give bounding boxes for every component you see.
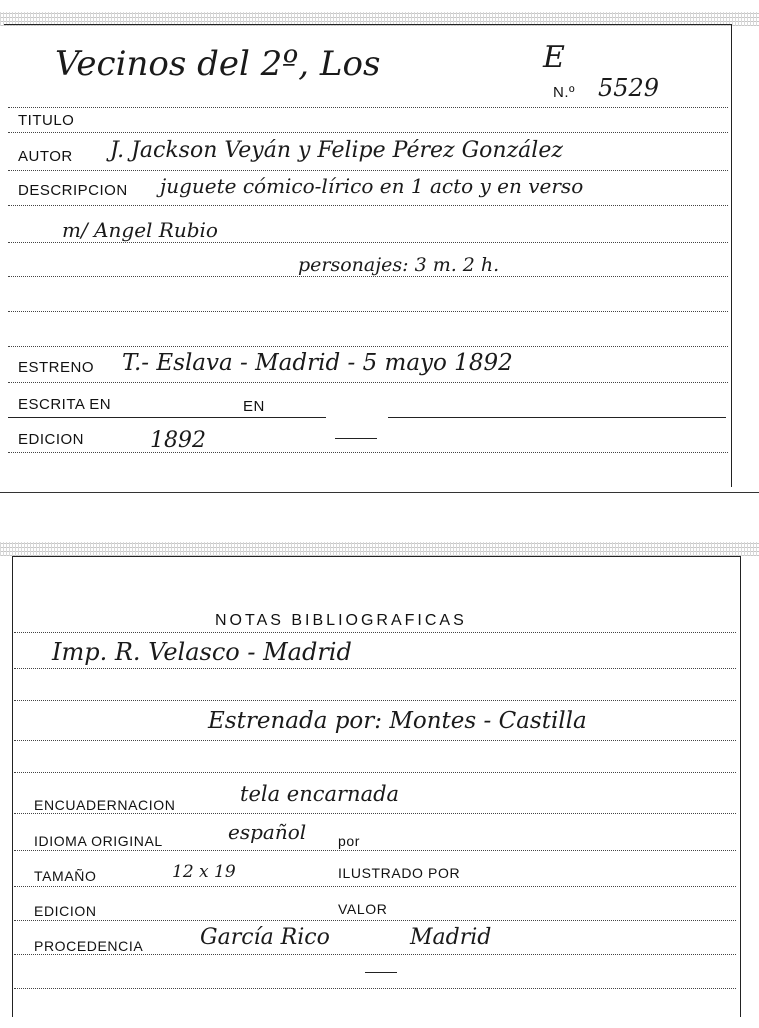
label-autor: AUTOR — [18, 148, 73, 165]
card-bottom-edge — [0, 492, 759, 493]
dash-mark — [365, 972, 397, 973]
number-label: N.º — [553, 84, 575, 101]
edicion-handwritten: 1892 — [150, 428, 206, 453]
label-tamano: TAMAÑO — [34, 868, 97, 884]
rule — [8, 205, 728, 206]
descripcion-handwritten-1: juguete cómico-lírico en 1 acto y en verso — [160, 174, 584, 198]
label-edicion: EDICION — [18, 431, 85, 448]
rule — [14, 813, 736, 814]
rule — [8, 170, 728, 171]
rule — [8, 107, 728, 108]
catalog-number: 5529 — [598, 74, 660, 102]
rule — [14, 632, 736, 633]
card-edge-noise — [0, 542, 759, 556]
encuadernacion-handwritten: tela encarnada — [240, 782, 400, 806]
rule — [8, 242, 728, 243]
catalog-card-main — [0, 0, 759, 492]
title-handwritten: Vecinos del 2º, Los — [55, 44, 381, 84]
rule — [14, 886, 736, 887]
rule — [8, 132, 728, 133]
label-descripcion: DESCRIPCION — [18, 182, 128, 199]
rule — [8, 417, 326, 418]
rule — [14, 954, 736, 955]
rule — [14, 668, 736, 669]
estreno-handwritten: T.- Eslava - Madrid - 5 mayo 1892 — [122, 350, 513, 376]
procedencia-place-handwritten: Madrid — [410, 925, 492, 950]
note-estrenada-handwritten: Estrenada por: Montes - Castilla — [208, 708, 587, 734]
rule — [14, 988, 736, 989]
rule — [8, 311, 728, 312]
dash-mark — [335, 438, 377, 439]
catalog-card-notes — [0, 540, 759, 1028]
rule — [14, 920, 736, 921]
label-encuadernacion: ENCUADERNACION — [34, 797, 176, 813]
label-estreno: ESTRENO — [18, 359, 95, 376]
letter-mark: E — [543, 40, 565, 75]
label-escrita-en: ESCRITA EN — [18, 396, 112, 413]
rule — [388, 417, 726, 418]
label-por: por — [338, 833, 361, 849]
label-edicion-2: EDICION — [34, 903, 97, 919]
tamano-handwritten: 12 x 19 — [172, 862, 236, 882]
label-idioma: IDIOMA ORIGINAL — [34, 833, 163, 849]
rule — [14, 772, 736, 773]
descripcion-handwritten-2: m/ Angel Rubio — [62, 218, 218, 242]
autor-handwritten: J. Jackson Veyán y Felipe Pérez González — [110, 138, 563, 163]
label-titulo: TITULO — [18, 112, 75, 129]
personajes-handwritten: personajes: 3 m. 2 h. — [298, 254, 500, 276]
idioma-handwritten: español — [228, 820, 307, 844]
rule — [8, 276, 728, 277]
rule — [14, 700, 736, 701]
rule — [14, 740, 736, 741]
label-ilustrado: ILUSTRADO POR — [338, 865, 461, 881]
procedencia-handwritten: García Rico — [200, 925, 330, 950]
label-valor: VALOR — [338, 901, 388, 917]
rule — [8, 452, 728, 453]
rule — [14, 850, 736, 851]
note-imprenta-handwritten: Imp. R. Velasco - Madrid — [52, 638, 352, 666]
notes-heading: NOTAS BIBLIOGRAFICAS — [215, 612, 467, 629]
label-en: EN — [243, 398, 265, 415]
rule — [8, 346, 728, 347]
label-procedencia: PROCEDENCIA — [34, 938, 144, 954]
rule — [8, 382, 728, 383]
